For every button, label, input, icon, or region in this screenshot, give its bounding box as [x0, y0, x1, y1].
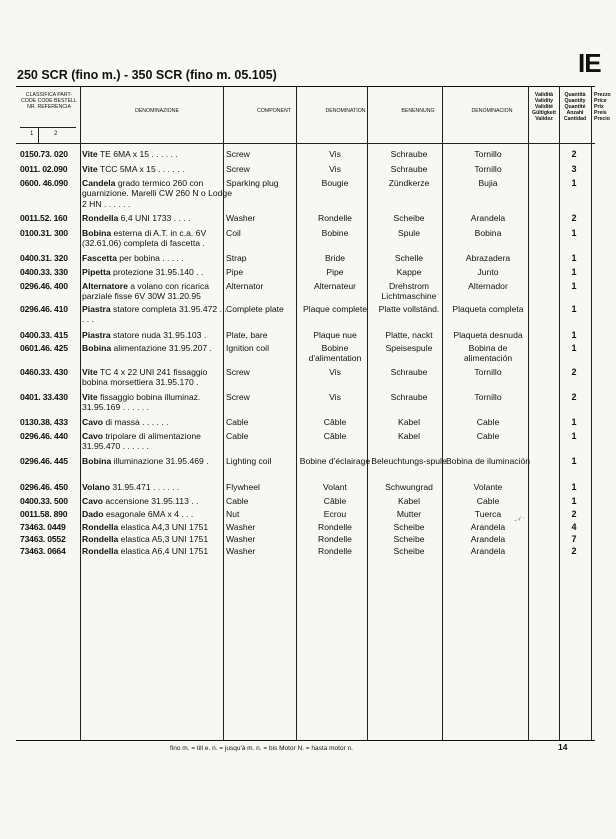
name-spanish: Arandela: [470, 534, 506, 544]
name-french: Bobine d'alimentation: [308, 343, 362, 364]
name-spanish: Cable: [476, 417, 500, 427]
part-name: Bobina: [82, 228, 112, 238]
name-german: Schraube: [390, 164, 428, 174]
name-spanish: Alternador: [468, 281, 508, 291]
quantity: 7: [571, 534, 577, 544]
name-french: Rondelle: [318, 546, 352, 556]
name-english: Flywheel: [226, 482, 260, 492]
column-rule: [559, 87, 560, 740]
part-code: 73463. 0664: [20, 546, 66, 556]
subheader-divider: [20, 127, 76, 128]
name-spanish: Tornillo: [474, 164, 502, 174]
quantity: 1: [571, 417, 577, 427]
name-french: Rondelle: [318, 534, 352, 544]
name-french: Vis: [329, 164, 341, 174]
name-german: Spule: [398, 228, 420, 238]
name-french: Vis: [329, 149, 341, 159]
name-spanish: Arandela: [470, 546, 506, 556]
name-english: Screw: [226, 392, 250, 402]
name-french: Câble: [323, 496, 347, 506]
name-french: Vis: [329, 392, 341, 402]
part-code: 0011.58. 890: [20, 509, 68, 519]
header-sub-1: 1: [30, 131, 34, 137]
part-description: [82, 149, 234, 159]
part-code: 0150.73. 020: [20, 149, 68, 159]
name-french: Plaque complete: [302, 304, 368, 314]
part-name: Piastra: [82, 304, 111, 314]
part-spec: di massa . . . . . .: [103, 417, 169, 427]
name-german: Kappe: [396, 267, 422, 277]
name-german: Kabel: [398, 496, 420, 506]
header-denomination: DENOMINATION: [325, 108, 366, 114]
header-benennung: BENENNUNG: [401, 108, 435, 114]
part-description: [82, 546, 234, 556]
part-spec: TE 6MA x 15 . . . . . .: [97, 149, 178, 159]
name-german: Beleuchtungs-spule: [371, 456, 447, 466]
name-german: Scheibe: [393, 213, 425, 223]
header-quantita: Quantità Quantity Quantité Anzahl Cantidad: [563, 92, 587, 122]
name-german: Mutter: [396, 509, 422, 519]
quantity: 1: [571, 304, 577, 314]
part-spec: elastica A6,4 UNI 1751: [118, 546, 209, 556]
name-german: Schraube: [390, 367, 428, 377]
quantity: 4: [571, 522, 577, 532]
part-code: 73463. 0449: [20, 522, 66, 532]
name-spanish: Bobina: [474, 228, 502, 238]
part-code: 0296.46. 410: [20, 304, 68, 314]
quantity: 2: [571, 392, 577, 402]
part-name: Bobina: [82, 456, 112, 466]
part-code: 0296.46. 440: [20, 431, 68, 441]
name-english: Screw: [226, 149, 250, 159]
part-spec: fissaggio bobina illuminaz. 31.95.169 . . . . . .: [82, 392, 201, 413]
name-french: Alternateur: [313, 281, 357, 291]
name-german: Platte vollständ.: [378, 304, 440, 314]
column-rule: [80, 87, 81, 740]
name-english: Screw: [226, 367, 250, 377]
name-french: Bobine d'éclairage: [299, 456, 371, 466]
name-spanish: Bobina de iluminación: [445, 456, 531, 466]
part-name: Bobina: [82, 343, 112, 353]
name-german: Kabel: [398, 431, 420, 441]
name-german: Schwungrad: [385, 482, 433, 492]
part-code: 0011. 02.090: [20, 164, 68, 174]
part-name: Vite: [82, 164, 98, 174]
name-german: Schelle: [394, 253, 424, 263]
part-description: [82, 534, 234, 544]
part-name: Piastra: [82, 330, 111, 340]
name-spanish: Volante: [473, 482, 503, 492]
name-english: Washer: [226, 546, 256, 556]
name-french: Rondelle: [318, 522, 352, 532]
part-description: [82, 213, 234, 223]
name-english: Strap: [226, 253, 247, 263]
name-spanish: Tornillo: [474, 392, 502, 402]
name-english: Cable: [226, 417, 249, 427]
header-component: COMPONENT: [257, 108, 291, 114]
part-code: 0296.46. 450: [20, 482, 68, 492]
name-spanish: Junto: [477, 267, 499, 277]
part-spec: 31.95.471 . . . . . .: [110, 482, 180, 492]
name-french: Bougie: [321, 178, 349, 188]
name-french: Rondelle: [318, 213, 352, 223]
part-description: [82, 431, 234, 452]
header-sub-2: 2: [54, 131, 58, 137]
part-code: 0401. 33.430: [20, 392, 68, 402]
name-german: Zündkerze: [388, 178, 430, 188]
part-code: 0130.38. 433: [20, 417, 68, 427]
name-german: Platte, nackt: [385, 330, 433, 340]
part-code: 0296.46. 445: [20, 456, 68, 466]
part-spec: statore nuda 31.95.103 .: [110, 330, 207, 340]
part-code: 0011.52. 160: [20, 213, 68, 223]
name-spanish: Tuerca: [474, 509, 502, 519]
name-spanish: Bujia: [478, 178, 498, 188]
quantity: 2: [571, 367, 577, 377]
header-classifica: CLASSIFICA PART-CODE CODE BESTELL NR. REFERENCIA: [21, 92, 77, 110]
handwritten-mark: ~✓·: [513, 515, 526, 525]
name-french: Bobine: [321, 228, 349, 238]
name-spanish: Plaqueta desnuda: [453, 330, 523, 340]
quantity: 3: [571, 164, 577, 174]
part-description: [82, 281, 234, 302]
name-french: Volant: [323, 482, 347, 492]
part-code: 0400.33. 500: [20, 496, 68, 506]
name-english: Screw: [226, 164, 250, 174]
part-name: Candela: [82, 178, 116, 188]
quantity: 1: [571, 267, 577, 277]
name-german: Scheibe: [393, 534, 425, 544]
part-name: Fascetta: [82, 253, 117, 263]
quantity: 1: [571, 178, 577, 188]
part-name: Alternatore: [82, 281, 128, 291]
part-description: [82, 482, 234, 492]
name-english: Alternator: [226, 281, 264, 291]
quantity: 1: [571, 456, 577, 466]
name-english: Pipe: [226, 267, 244, 277]
part-name: Cavo: [82, 496, 104, 506]
part-spec: TC 4 x 22 UNI 241 fissaggio bobina morsettiera 31.95.170 .: [82, 367, 208, 388]
part-code: 73463. 0552: [20, 534, 66, 544]
name-german: Speisespule: [385, 343, 433, 353]
part-spec: a volano con ricarica parziale fisse 6V 30W 31.20.95: [82, 281, 210, 302]
part-description: [82, 496, 234, 506]
part-code: 0460.33. 430: [20, 367, 68, 377]
name-english: Lighting coil: [226, 456, 272, 466]
part-code: 0296.46. 400: [20, 281, 68, 291]
part-spec: elastica A4,3 UNI 1751: [118, 522, 209, 532]
part-spec: illuminazione 31.95.469 .: [111, 456, 209, 466]
part-description: [82, 228, 234, 249]
part-description: [82, 253, 234, 263]
part-description: [82, 330, 234, 340]
part-description: [82, 456, 234, 466]
header-prezzo: Prezzo Price Prix Preis Precio: [594, 92, 611, 122]
name-french: Câble: [323, 417, 347, 427]
name-spanish: Plaqueta completa: [452, 304, 524, 314]
part-name: Rondella: [82, 522, 119, 532]
part-name: Dado: [82, 509, 104, 519]
name-german: Drehstrom Lichtmaschine: [381, 281, 437, 302]
name-spanish: Cable: [476, 431, 500, 441]
part-name: Cavo: [82, 431, 104, 441]
subheader-rule: [38, 127, 39, 143]
name-spanish: Cable: [476, 496, 500, 506]
name-german: Kabel: [398, 417, 420, 427]
part-name: Rondella: [82, 213, 119, 223]
part-description: [82, 522, 234, 532]
header-denominacion: DENOMINACION: [471, 108, 513, 114]
part-spec: statore completa 31.95.472 . . . . . .: [82, 304, 232, 325]
page-title: 250 SCR (fino m.) - 350 SCR (fino m. 05.105): [17, 68, 277, 82]
part-description: [82, 392, 234, 413]
page-number: 14: [558, 742, 568, 752]
part-spec: alimentazione 31.95.207 .: [111, 343, 212, 353]
part-code: 0601.46. 425: [20, 343, 68, 353]
name-german: Schraube: [390, 149, 428, 159]
section-code: IE: [578, 48, 601, 78]
name-french: Bride: [324, 253, 346, 263]
name-spanish: Bobina de alimentación: [463, 343, 513, 364]
part-description: [82, 178, 234, 209]
name-german: Scheibe: [393, 546, 425, 556]
part-code: 0400.31. 320: [20, 253, 68, 263]
name-english: Nut: [226, 509, 240, 519]
quantity: 1: [571, 343, 577, 353]
part-spec: esterna di A.T. in c.a. 6V (32.61.06) completa di fascetta .: [82, 228, 207, 249]
part-spec: esagonale 6MA x 4 . . .: [103, 509, 194, 519]
header-validita: Validità Validity Validité Gültigkeit Validez: [532, 92, 556, 122]
part-name: Vite: [82, 149, 98, 159]
part-description: [82, 164, 234, 174]
quantity: 1: [571, 281, 577, 291]
name-spanish: Abrazadera: [465, 253, 511, 263]
quantity: 1: [571, 330, 577, 340]
name-english: Coil: [226, 228, 241, 238]
name-english: Washer: [226, 534, 256, 544]
quantity: 1: [571, 496, 577, 506]
name-english: Cable: [226, 496, 249, 506]
name-german: Scheibe: [393, 522, 425, 532]
name-german: Schraube: [390, 392, 428, 402]
part-name: Vite: [82, 367, 98, 377]
name-french: Plaque nue: [313, 330, 357, 340]
name-spanish: Tornillo: [474, 149, 502, 159]
name-english: Washer: [226, 522, 256, 532]
name-spanish: Arandela: [470, 213, 506, 223]
quantity: 2: [571, 149, 577, 159]
header-divider: [16, 143, 595, 144]
quantity: 1: [571, 431, 577, 441]
quantity: 2: [571, 213, 577, 223]
quantity: 2: [571, 509, 577, 519]
part-name: Vite: [82, 392, 98, 402]
name-french: Pipe: [326, 267, 344, 277]
header-denominazione: DENOMINAZIONE: [135, 108, 179, 114]
quantity: 1: [571, 482, 577, 492]
name-french: Ecrou: [323, 509, 347, 519]
name-spanish: Arandela: [470, 522, 506, 532]
part-description: [82, 267, 234, 277]
name-english: Plate, bare: [226, 330, 268, 340]
name-english: Ignition coil: [226, 343, 269, 353]
name-english: Sparking plug: [226, 178, 279, 188]
part-name: Cavo: [82, 417, 104, 427]
name-english: Complete plate: [226, 304, 284, 314]
quantity: 2: [571, 546, 577, 556]
column-rule: [591, 87, 592, 740]
part-description: [82, 343, 234, 353]
part-name: Pipetta: [82, 267, 111, 277]
part-code: 0400.33. 330: [20, 267, 68, 277]
name-french: Câble: [323, 431, 347, 441]
name-spanish: Tornillo: [474, 367, 502, 377]
part-spec: tripolare di alimentazione 31.95.470 . . . . . .: [82, 431, 201, 452]
name-english: Cable: [226, 431, 249, 441]
part-description: [82, 367, 234, 388]
quantity: 1: [571, 253, 577, 263]
parts-table: [16, 86, 611, 741]
part-name: Rondella: [82, 546, 119, 556]
part-spec: per bobina . . . . .: [116, 253, 184, 263]
part-spec: TCC 5MA x 15 . . . . . .: [97, 164, 185, 174]
part-description: [82, 417, 234, 427]
part-spec: elastica A5,3 UNI 1751: [118, 534, 209, 544]
part-code: 0100.31. 300: [20, 228, 68, 238]
footer-note: fino m. = till e. n. = jusqu'à m. n. = bis Motor N. = hasta motor n.: [170, 745, 353, 752]
part-description: [82, 304, 234, 325]
name-english: Washer: [226, 213, 256, 223]
part-spec: 6,4 UNI 1733 . . . .: [118, 213, 191, 223]
name-french: Vis: [329, 367, 341, 377]
part-code: 0400.33. 415: [20, 330, 68, 340]
part-spec: accensione 31.95.113 . .: [103, 496, 199, 506]
part-name: Rondella: [82, 534, 119, 544]
part-name: Volano: [82, 482, 111, 492]
quantity: 1: [571, 228, 577, 238]
part-spec: grado termico 260 con guarnizione. Marelli CW 260 N o Lodge 2 HN . . . . . .: [82, 178, 232, 209]
part-code: 0600. 46.090: [20, 178, 68, 188]
part-spec: protezione 31.95.140 . .: [110, 267, 204, 277]
part-description: [82, 509, 234, 519]
